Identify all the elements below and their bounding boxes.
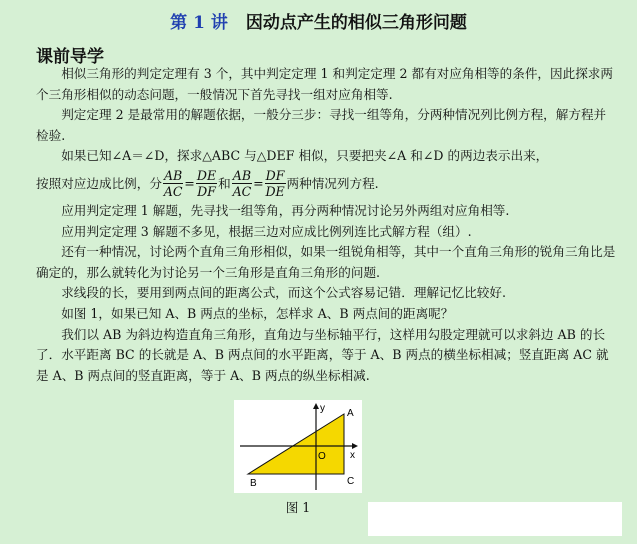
lecture-number: 第 1 讲 bbox=[170, 13, 228, 33]
point-a-label: A bbox=[347, 408, 354, 419]
y-axis-arrow bbox=[313, 403, 319, 409]
origin-label: O bbox=[318, 451, 326, 462]
blank-area bbox=[368, 502, 622, 536]
paragraph: 如果已知∠A＝∠D，探求△ABC 与△DEF 相似，只要把夹∠A 和∠D 的两边表示出来， bbox=[61, 148, 549, 164]
paragraph: 我们以 AB 为斜边构造直角三角形，直角边与坐标轴平行，这样用勾股定理就可以求斜边 AB 的长了．水平距离 BC 的长就是 A、B 两点间的水平距离，等于 A、B 两点的横坐标相减；竖直距离 AC 就是 A、B 两点间的竖直距离，等于 A、B 两点的纵坐标相减. bbox=[36, 326, 609, 383]
equals-sign-2: = bbox=[253, 175, 264, 191]
figure-caption: 图 1 bbox=[285, 500, 311, 515]
x-axis-arrow bbox=[352, 443, 358, 449]
document-body bbox=[36, 64, 616, 386]
paragraph: 相似三角形的判定定理有 3 个，其中判定定理 1 和判定定理 2 都有对应角相等的条件，因此探求两个三角形相似的动态问题，一般情况下首先寻找一组对应角相等. bbox=[36, 66, 613, 102]
proportion-suffix: 两种情况列方程. bbox=[286, 175, 379, 191]
equals-sign: = bbox=[184, 175, 195, 191]
right-triangle-abc bbox=[248, 414, 344, 474]
section-heading: 课前导学 bbox=[36, 47, 104, 67]
paragraph: 还有一种情况，讨论两个直角三角形相似，如果一组锐角相等，其中一个直角三角形的锐角三角比是确定的，那么就转化为讨论另一个三角形是直角三角形的问题. bbox=[36, 244, 616, 280]
point-b-label: B bbox=[250, 478, 257, 489]
lecture-topic: 因动点产生的相似三角形问题 bbox=[245, 13, 467, 33]
fraction-ab-ac: $\frac{AB}{AC}$ bbox=[163, 168, 183, 200]
point-c-label: C bbox=[347, 476, 355, 487]
and-word: 和 bbox=[218, 175, 231, 191]
x-axis-label: x bbox=[350, 450, 355, 461]
paragraph: 如图 1，如果已知 A、B 两点的坐标，怎样求 A、B 两点间的距离呢？ bbox=[61, 305, 454, 321]
figure-1 bbox=[234, 400, 362, 493]
paragraph: 应用判定定理 1 解题，先寻找一组等角，再分两种情况讨论另外两组对应角相等. bbox=[61, 202, 510, 218]
fraction-df-de: $\frac{DF}{DE}$ bbox=[265, 168, 285, 200]
lecture-title bbox=[0, 8, 637, 33]
paragraph: 应用判定定理 3 解题不多见，根据三边对应成比例列连比式解方程（组）. bbox=[61, 223, 472, 239]
paragraph: 判定定理 2 是最常用的解题依据，一般分三步：寻找一组等角，分两种情况列比例方程，解方程并检验. bbox=[36, 107, 607, 143]
proportion-line bbox=[36, 167, 616, 201]
proportion-prefix: 按照对应边成比例，分 bbox=[36, 175, 162, 191]
fraction-de-df: $\frac{DE}{DF}$ bbox=[196, 168, 217, 200]
coordinate-diagram bbox=[234, 400, 362, 493]
fraction-ab-ac-2: $\frac{AB}{AC}$ bbox=[232, 168, 252, 200]
y-axis-label: y bbox=[320, 403, 325, 414]
paragraph: 求线段的长，要用到两点间的距离公式，而这个公式容易记错．理解记忆比较好. bbox=[61, 285, 506, 301]
